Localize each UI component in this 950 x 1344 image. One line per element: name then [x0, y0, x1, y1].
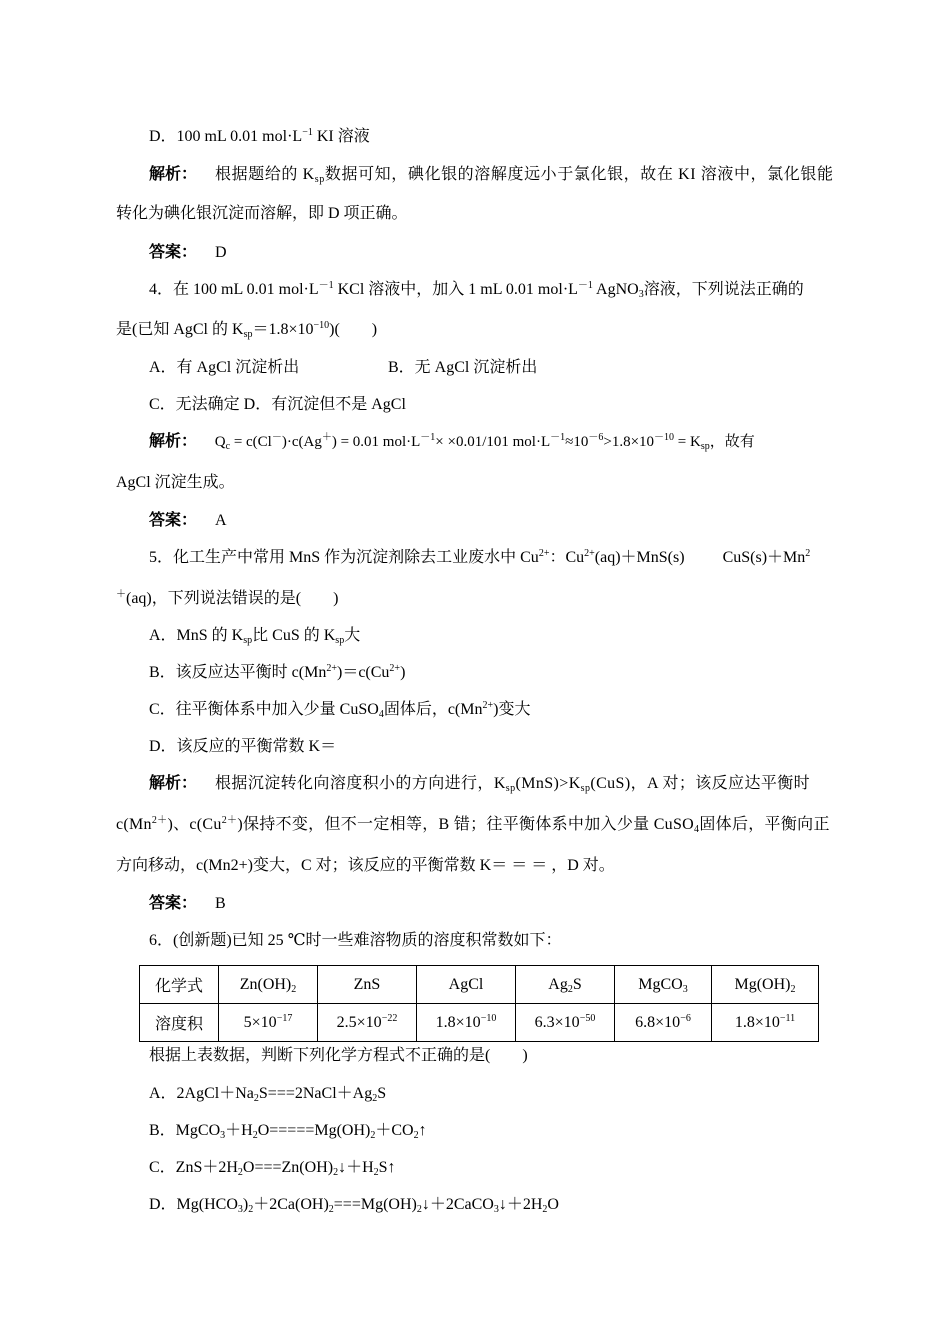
table-row	[140, 1004, 819, 1042]
text-sub: 2	[413, 1130, 419, 1141]
text-seg: KCl 溶液中，加入 1 mL 0.01 mol·L	[333, 281, 578, 298]
text-sub: 4	[378, 709, 384, 720]
text-sup: −10	[313, 320, 330, 331]
text-sub: sp	[700, 441, 710, 452]
cell-text: 溶度积	[154, 1016, 203, 1033]
answer-label: 答案：	[149, 244, 198, 261]
table-cell	[417, 966, 516, 1004]
text-seg: × ×0.01/101 mol·L	[435, 434, 551, 450]
cell-text: 2.5×10	[336, 1013, 382, 1031]
text-seg: ：Cu	[549, 549, 585, 566]
text-seg: (aq)，下列说法错误的是( )	[126, 590, 339, 607]
text-seg: O=====Mg(OH)	[257, 1122, 371, 1139]
cell-text: 1.8×10	[734, 1013, 780, 1031]
q4-stem-line2	[116, 320, 377, 340]
table-cell	[712, 966, 819, 1004]
text-seg: ↑	[418, 1122, 427, 1139]
cell-sub: 3	[682, 983, 688, 995]
cell-text: 化学式	[154, 978, 203, 995]
text-sup: －1	[550, 432, 566, 443]
text-sub: 2	[253, 1093, 259, 1104]
text-sub: sp	[580, 783, 591, 794]
answer-value: A	[215, 512, 227, 529]
text-seg: D．100 mL 0.01 mol·L	[149, 128, 303, 145]
cell-text: 5×10	[243, 1013, 277, 1031]
text-seg: 大	[344, 627, 361, 644]
text-sub: 3	[220, 1130, 226, 1141]
q4-option-cd: C．无法确定 D．有沉淀但不是 AgCl	[149, 396, 406, 413]
text-seg: 4．在 100 mL 0.01 mol·L	[149, 281, 319, 298]
q5-stem-line1	[149, 548, 810, 568]
text-seg: 数据可知，碘化银的溶解度远小于氯化银，故在 KI 溶液中，氯化银能	[324, 166, 834, 183]
text-sub: 4	[694, 824, 700, 835]
text-seg: 比 CuS 的 K	[252, 627, 336, 644]
answer-label: 答案：	[149, 895, 198, 912]
text-seg: )变大	[493, 701, 531, 718]
table-cell	[712, 1004, 819, 1042]
text-seg: 根据沉淀转化向溶度积小的方向进行，K	[215, 775, 506, 792]
text-seg: ，故有	[709, 434, 755, 450]
cell-sub: 2	[790, 983, 796, 995]
text-seg: 是(已知 AgCl 的 K	[116, 321, 244, 338]
text-seg: D．Mg(HCO	[149, 1196, 238, 1213]
q3-answer	[149, 243, 227, 263]
q4-answer	[149, 511, 227, 531]
cell-sup: −11	[779, 1012, 796, 1024]
cell-sub: 2	[567, 983, 573, 995]
cell-text: S	[572, 975, 582, 993]
text-seg: O===Zn(OH)	[242, 1159, 334, 1176]
table-cell	[140, 1004, 219, 1042]
q5-option-d: D．该反应的平衡常数 K＝	[149, 738, 337, 755]
text-seg: 固体后，平衡向正	[699, 816, 830, 833]
cell-sup: −10	[480, 1012, 497, 1024]
text-seg: (MnS)>K	[515, 775, 581, 792]
text-sub: c	[225, 441, 231, 452]
text-sup: －	[271, 432, 282, 443]
text-sup: 2＋	[221, 815, 238, 826]
q5-explanation-line1	[149, 774, 810, 794]
q5-answer	[149, 894, 226, 914]
text-sub: sp	[243, 329, 253, 340]
table-cell	[140, 966, 219, 1004]
text-sup: 2+	[482, 700, 494, 711]
text-sub: 2	[237, 1167, 243, 1178]
text-seg: )	[400, 664, 406, 681]
q3-explanation-line1	[149, 165, 834, 185]
text-sub: 2	[372, 1093, 378, 1104]
text-seg: S↑	[378, 1159, 396, 1176]
text-sup: －6	[588, 432, 604, 443]
answer-value: B	[215, 895, 226, 912]
text-sup: －1	[318, 280, 334, 291]
explanation-label: 解析：	[149, 433, 198, 450]
text-sub: sp	[314, 174, 325, 185]
text-sup: 2+	[584, 548, 595, 559]
text-sub: 2	[370, 1130, 376, 1141]
text-sup: －1	[420, 432, 436, 443]
q4-stem-line1	[149, 280, 804, 300]
text-sub: 2	[416, 1204, 422, 1215]
q5-explanation-line3: 方向移动，c(Mn2+)变大，C 对；该反应的平衡常数 K＝ ＝ ＝ ，D 对。	[116, 857, 615, 874]
text-sup: −1	[302, 127, 313, 138]
text-sub: 2	[333, 1167, 339, 1178]
text-seg: ===Mg(OH)	[333, 1196, 417, 1213]
text-seg: )·c(Ag	[281, 434, 322, 450]
text-seg: (CuS)，A 对；该反应达平衡时	[590, 775, 811, 792]
text-seg: S	[377, 1085, 387, 1102]
text-seg: (aq)＋MnS(s)	[594, 549, 685, 566]
text-sub: 2	[248, 1204, 254, 1215]
q6-stem-line2: 根据上表数据，判断下列化学方程式不正确的是( )	[149, 1047, 528, 1064]
text-seg: AgNO	[592, 281, 639, 298]
text-sup: ＋	[321, 432, 332, 443]
cell-text: Mg(OH)	[734, 975, 791, 993]
cell-sup: −6	[680, 1012, 691, 1024]
q3-option-d	[149, 127, 370, 147]
explanation-label: 解析：	[149, 166, 198, 183]
text-seg: A．2AgCl＋Na	[149, 1085, 254, 1102]
text-seg: A．MnS 的 K	[149, 627, 244, 644]
text-sub: 2	[373, 1167, 379, 1178]
q6-stem-line1: 6．(创新题)已知 25 ℃时一些难溶物质的溶度积常数如下：	[149, 932, 562, 949]
table-cell	[516, 966, 615, 1004]
text-sub: 2	[252, 1130, 258, 1141]
text-seg: 固体后，c(Mn	[383, 701, 483, 718]
cell-text: ZnS	[353, 975, 381, 993]
text-sub: 3	[237, 1204, 243, 1215]
text-seg: O	[547, 1196, 559, 1213]
text-sub: 2	[542, 1204, 548, 1215]
cell-text: MgCO	[638, 975, 683, 993]
text-sub: sp	[335, 635, 345, 646]
q5-option-b	[149, 663, 405, 683]
text-seg: CuS(s)＋Mn	[722, 549, 806, 566]
text-sup: －1	[577, 280, 593, 291]
cell-sup: −50	[579, 1012, 596, 1024]
text-sub: sp	[505, 783, 516, 794]
text-seg: )、c(Cu	[167, 816, 222, 833]
q6-option-d	[149, 1195, 559, 1215]
text-seg: KI 溶液	[312, 128, 370, 145]
solubility-product-table	[139, 965, 819, 1042]
cell-text: AgCl	[448, 975, 484, 993]
text-seg: ≈10	[565, 434, 589, 450]
text-seg: C．ZnS＋2H	[149, 1159, 238, 1176]
table-cell	[615, 966, 712, 1004]
text-seg: ＋CO	[375, 1122, 414, 1139]
text-seg: B．该反应达平衡时 c(Mn	[149, 664, 327, 681]
q6-option-b	[149, 1121, 427, 1141]
text-sup: －10	[654, 432, 675, 443]
q5-option-c	[149, 700, 530, 720]
text-sup: ＋	[116, 589, 126, 600]
q5-option-a	[149, 626, 360, 646]
answer-value: D	[215, 244, 227, 261]
text-seg: )＝c(Cu	[336, 664, 390, 681]
text-seg: )	[242, 1196, 249, 1213]
q6-option-a	[149, 1084, 386, 1104]
text-seg: )( )	[329, 321, 378, 338]
cell-sup: −22	[381, 1012, 398, 1024]
text-seg: 溶液，下列说法正确的	[643, 281, 804, 298]
table-cell	[318, 1004, 417, 1042]
text-seg: C．往平衡体系中加入少量 CuSO	[149, 701, 379, 718]
text-seg: 5．化工生产中常用 MnS 作为沉淀剂除去工业废水中 Cu	[149, 549, 539, 566]
table-cell	[219, 966, 318, 1004]
cell-text: 6.8×10	[635, 1013, 681, 1031]
text-seg: >1.8×10	[603, 434, 655, 450]
text-seg: ↓＋2H	[498, 1196, 543, 1213]
text-seg: ↓＋H	[338, 1159, 374, 1176]
q3-explanation-line2: 转化为碘化银沉淀而溶解，即 D 项正确。	[116, 205, 408, 222]
explanation-label: 解析：	[149, 775, 198, 792]
q5-explanation-line2	[116, 815, 830, 835]
cell-text: Ag	[548, 975, 568, 993]
text-seg: ↓＋2CaCO	[421, 1196, 494, 1213]
cell-sub: 2	[291, 983, 297, 995]
text-sub: sp	[243, 635, 253, 646]
text-seg: ) = 0.01 mol·L	[331, 434, 421, 450]
text-seg: c(Mn	[116, 816, 152, 833]
text-seg: ＋2Ca(OH)	[253, 1196, 329, 1213]
text-seg: B．MgCO	[149, 1122, 221, 1139]
text-sup: 2+	[389, 663, 401, 674]
text-seg: ＝1.8×10	[252, 321, 314, 338]
table-cell	[516, 1004, 615, 1042]
text-sup: 2	[805, 548, 811, 559]
cell-sup: −17	[276, 1012, 293, 1024]
q5-stem-line2	[116, 589, 338, 609]
text-sup: 2+	[326, 663, 337, 674]
cell-text: 1.8×10	[435, 1013, 481, 1031]
text-sup: 2＋	[151, 815, 168, 826]
table-cell	[318, 966, 417, 1004]
cell-text: 6.3×10	[534, 1013, 580, 1031]
text-sub: 2	[328, 1204, 334, 1215]
text-sub: 3	[493, 1204, 499, 1215]
text-sub: 3	[638, 289, 644, 300]
q6-option-c	[149, 1158, 396, 1178]
text-sup: 2+	[538, 548, 550, 559]
q4-option-a: A．有 AgCl 沉淀析出	[149, 359, 300, 376]
q4-option-b: B．无 AgCl 沉淀析出	[388, 359, 538, 376]
cell-text: Zn(OH)	[239, 975, 292, 993]
text-seg: )保持不变，但不一定相等，B 错；往平衡体系中加入少量 CuSO	[237, 816, 695, 833]
text-seg: = K	[674, 434, 701, 450]
text-seg: S===2NaCl＋Ag	[258, 1085, 373, 1102]
text-seg: = c(Cl	[230, 434, 272, 450]
table-cell	[417, 1004, 516, 1042]
table-header-row	[140, 966, 819, 1004]
text-seg: 根据题给的 K	[215, 166, 315, 183]
q4-explanation-line2: AgCl 沉淀生成。	[116, 474, 235, 491]
answer-label: 答案：	[149, 512, 198, 529]
text-seg: ＋H	[225, 1122, 253, 1139]
text-seg: Q	[214, 434, 226, 450]
q4-explanation-line1	[149, 432, 755, 452]
table-cell	[219, 1004, 318, 1042]
table-cell	[615, 1004, 712, 1042]
